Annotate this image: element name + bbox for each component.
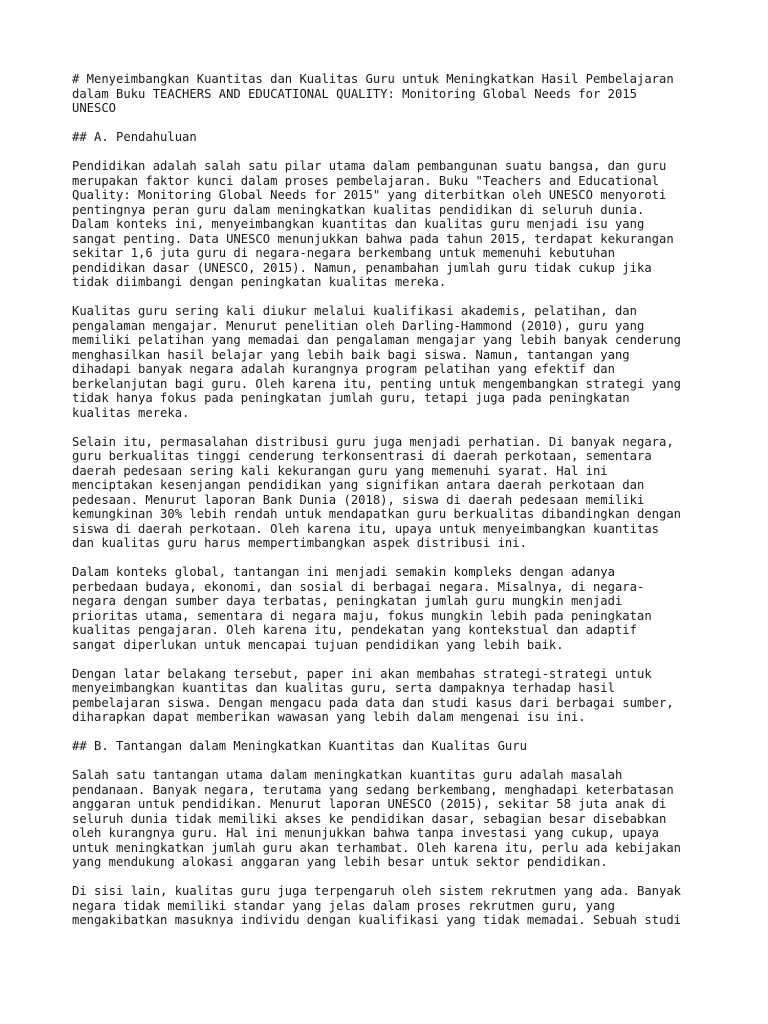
text-line: sangat diperlukan untuk mencapai tujuan pendidikan yang lebih baik. [72, 637, 564, 652]
text-line: kemungkinan 30% lebih rendah untuk mendapatkan guru berkualitas dibandingkan dengan [72, 507, 682, 521]
text-line: yang mendukung alokasi anggaran yang lebih besar untuk sektor pendidikan. [72, 855, 608, 869]
text-line: pendanaan. Banyak negara, terutama yang sedang berkembang, menghadapi keterbatasan [72, 782, 674, 797]
text-line: perbedaan budaya, ekonomi, dan sosial di berbagai negara. Misalnya, di negara- [72, 579, 645, 594]
text-line: Kualitas guru sering kali diukur melalui kualifikasi akademis, pelatihan, dan [72, 304, 637, 318]
text-line: tidak hanya fokus pada peningkatan jumlah guru, tetapi juga pada peningkatan [72, 391, 630, 405]
text-line: untuk meningkatkan jumlah guru akan terhambat. Oleh karena itu, perlu ada kebijakan [72, 840, 682, 855]
text-line: pembelajaran siswa. Dengan mengacu pada data dan studi kasus dari berbagai sumber, [72, 695, 674, 710]
text-line: dalam Buku TEACHERS AND EDUCATIONAL QUALITY: Monitoring Global Needs for 2015 [72, 86, 637, 101]
text-line: berkelanjutan bagi guru. Oleh karena itu, penting untuk mengembangkan strategi yang [72, 376, 682, 391]
text-line: Selain itu, permasalahan distribusi guru juga menjadi perhatian. Di banyak negara, [72, 434, 674, 449]
paragraph-3 [72, 435, 702, 551]
paragraph-4 [72, 565, 702, 652]
document-title [72, 72, 702, 116]
text-line: pengalaman mengajar. Menurut penelitian oleh Darling-Hammond (2010), guru yang [72, 318, 645, 333]
text-line: kualitas pengajaran. Oleh karena itu, pendekatan yang kontekstual dan adaptif [72, 623, 637, 637]
text-line: sekitar 1,6 juta guru di negara-negara berkembang untuk memenuhi kebutuhan [72, 246, 615, 260]
paragraph-5 [72, 667, 702, 725]
text-line: prioritas utama, sementara di negara maju, fokus mungkin lebih pada peningkatan [72, 608, 652, 623]
text-line: Salah satu tantangan utama dalam meningkatkan kuantitas guru adalah masalah [72, 768, 623, 782]
text-line: merupakan faktor kunci dalam proses pembelajaran. Buku "Teachers and Educational [72, 173, 659, 188]
text-line: sangat penting. Data UNESCO menunjukkan bahwa pada tahun 2015, terdapat kekurangan [72, 231, 674, 246]
paragraph-6 [72, 768, 702, 870]
text-line: pentingnya peran guru dalam meningkatkan kualitas pendidikan di seluruh dunia. [72, 202, 645, 217]
text-line: Dalam konteks global, tantangan ini menjadi semakin kompleks dengan adanya [72, 565, 615, 579]
text-line: mengakibatkan masuknya individu dengan kualifikasi yang tidak memadai. Sebuah studi [72, 913, 682, 927]
paragraph-7 [72, 884, 702, 928]
section-heading-b: ## B. Tantangan dalam Meningkatkan Kuantitas dan Kualitas Guru [72, 739, 527, 753]
text-line: menyeimbangkan kuantitas dan kualitas guru, serta dampaknya terhadap hasil [72, 681, 615, 695]
text-line: negara tidak memiliki standar yang jelas dalam proses rekrutmen guru, yang [72, 898, 615, 913]
text-line: Pendidikan adalah salah satu pilar utama dalam pembangunan suatu bangsa, dan guru [72, 159, 667, 173]
text-line: Quality: Monitoring Global Needs for 2015" yang diterbitkan oleh UNESCO menyoroti [72, 188, 667, 202]
text-line: menciptakan kesenjangan pendidikan yang signifikan antara daerah perkotaan dan [72, 478, 645, 492]
text-line: negara dengan sumber daya terbatas, peningkatan jumlah guru mungkin menjadi [72, 594, 623, 608]
text-line: Dengan latar belakang tersebut, paper ini akan membahas strategi-strategi untuk [72, 666, 652, 681]
text-line: # Menyeimbangkan Kuantitas dan Kualitas Guru untuk Meningkatkan Hasil Pembelajaran [72, 72, 674, 86]
text-line: menghasilkan hasil belajar yang lebih baik bagi siswa. Namun, tantangan yang [72, 347, 630, 362]
text-line: pedesaan. Menurut laporan Bank Dunia (2018), siswa di daerah pedesaan memiliki [72, 492, 645, 507]
text-line: dan kualitas guru harus mempertimbangkan aspek distribusi ini. [72, 536, 527, 550]
text-line: tidak diimbangi dengan peningkatan kualitas mereka. [72, 275, 447, 289]
paragraph-2 [72, 304, 702, 420]
text-line: anggaran untuk pendidikan. Menurut laporan UNESCO (2015), sekitar 58 juta anak di [72, 797, 667, 811]
text-line: siswa di daerah perkotaan. Oleh karena itu, upaya untuk menyeimbangkan kuantitas [72, 521, 659, 536]
text-line: seluruh dunia tidak memiliki akses ke pendidikan dasar, sebagian besar disebabkan [72, 811, 667, 826]
text-line: dihadapi banyak negara adalah kurangnya program pelatihan yang efektif dan [72, 362, 615, 376]
document-body [72, 72, 702, 942]
text-line: kualitas mereka. [72, 405, 190, 420]
text-line: UNESCO [72, 101, 117, 115]
text-line: diharapkan dapat memberikan wawasan yang lebih dalam mengenai isu ini. [72, 710, 586, 724]
text-line: oleh kurangnya guru. Hal ini menunjukkan bahwa tanpa investasi yang cukup, upaya [72, 826, 659, 840]
text-line: memiliki pelatihan yang memadai dan pengalaman mengajar yang lebih banyak cenderung [72, 333, 682, 347]
text-line: Dalam konteks ini, menyeimbangkan kuantitas dan kualitas guru menjadi isu yang [72, 217, 645, 231]
text-line: Di sisi lain, kualitas guru juga terpengaruh oleh sistem rekrutmen yang ada. Banyak [72, 884, 682, 898]
text-line: guru berkualitas tinggi cenderung terkonsentrasi di daerah perkotaan, sementara [72, 449, 652, 463]
section-heading-a: ## A. Pendahuluan [72, 130, 197, 144]
text-line: pendidikan dasar (UNESCO, 2015). Namun, penambahan jumlah guru tidak cukup jika [72, 260, 652, 275]
text-line: daerah pedesaan sering kali kekurangan guru yang memenuhi syarat. Hal ini [72, 463, 608, 478]
paragraph-1 [72, 159, 702, 290]
